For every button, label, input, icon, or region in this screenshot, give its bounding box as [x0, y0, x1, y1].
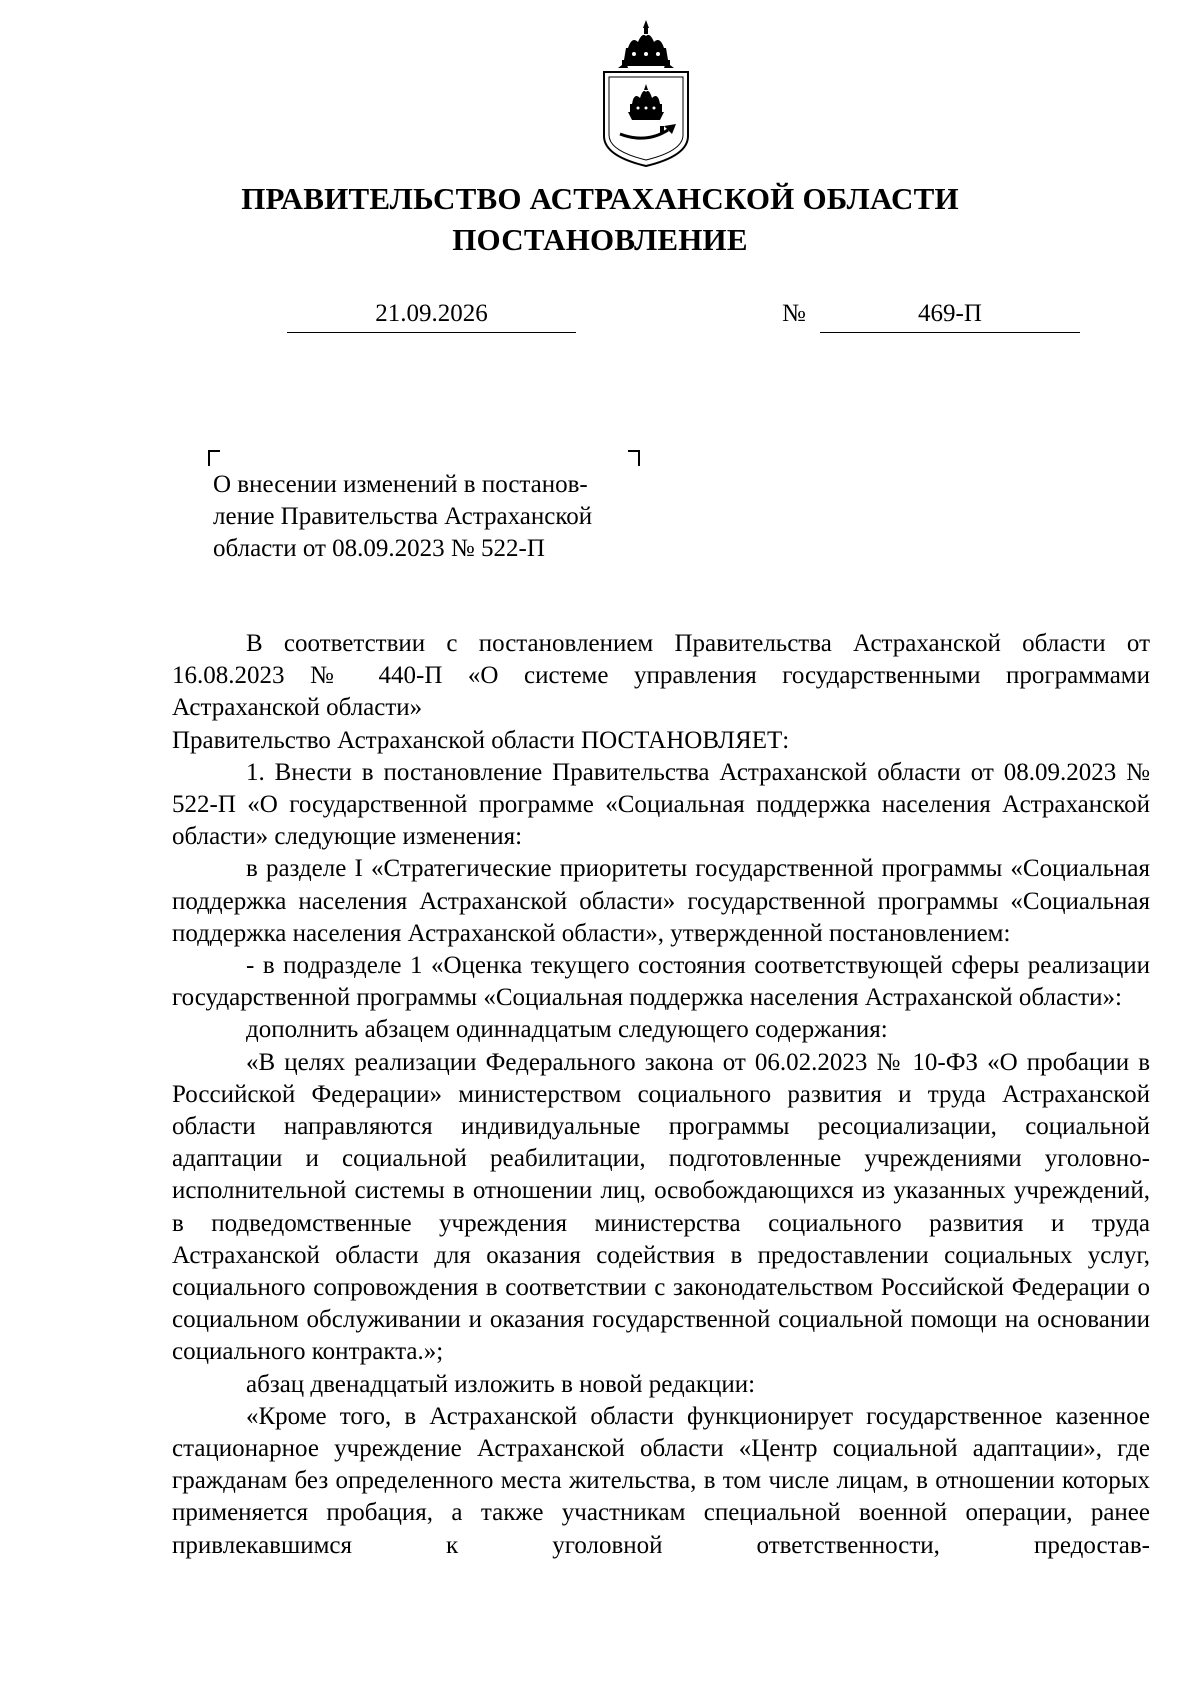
subject-bracket-left: [208, 450, 220, 466]
document-date: 21.09.2026: [287, 298, 576, 333]
crown-icon: [618, 20, 674, 68]
number-sign: №: [782, 300, 806, 327]
body-paragraph-add-11: дополнить абзацем одиннадцатым следующего содержания:: [246, 1016, 888, 1044]
document-body: [172, 628, 1150, 1562]
body-paragraph-replace-12: абзац двенадцатый изложить в новой редакции:: [246, 1370, 756, 1398]
subject-line: О внесении изменений в постанов-: [213, 471, 588, 498]
document-type-title: ПОСТАНОВЛЕНИЕ: [452, 222, 748, 257]
government-title: ПРАВИТЕЛЬСТВО АСТРАХАНСКОЙ ОБЛАСТИ: [241, 181, 959, 216]
body-paragraph-section-1: в разделе I «Стратегические приоритеты государственной программы «Социальная поддержка населения Астраханской области» государственной программы «Социальная поддержка населения Астраханской области», утвержденной постановлением:: [172, 855, 1150, 947]
document-number: 469-П: [820, 298, 1080, 333]
subject-line: области от 08.09.2023 № 522-П: [213, 535, 545, 562]
coat-of-arms-emblem: [598, 18, 694, 168]
subject-bracket-right: [628, 450, 640, 466]
body-paragraph-resolves: Правительство Астраханской области ПОСТАНОВЛЯЕТ:: [172, 726, 790, 754]
body-paragraph-quote-12: «Кроме того, в Астраханской области функционирует государственное казенное стационарное учреждение Астраханской области «Центр социальной адаптации», где гражданам без определенного места жительства, в том числе лицам, в отношении которых применяется пробация, а также участникам специальной военной операции, ранее привлекавшимся к уголовной ответственности, предостав-: [172, 1402, 1150, 1559]
body-paragraph-basis: В соответствии с постановлением Правительства Астраханской области от 16.08.2023 № 440-П «О системе управления государственными программами Астраханской области»: [172, 630, 1150, 722]
subject-line: ление Правительства Астраханской: [213, 503, 593, 530]
body-paragraph-quote-11: «В целях реализации Федерального закона от 06.02.2023 № 10-ФЗ «О пробации в Российской Федерации» министерством социального развития и труда Астраханской области направляются индивидуальные программы ресоциализации, социальной адаптации и социальной реабилитации, подготовленные учреждениями уголовно-исполнительной системы в отношении лиц, освобождающихся из указанных учреждений, в подведомственные учреждения министерства социального развития и труда Астраханской области для оказания содействия в предоставлении социальных услуг, социального сопровождения в соответствии с законодательством Российской Федерации о социальном обслуживании и оказания государственной социальной помощи на основании социального контракта.»;: [172, 1048, 1150, 1366]
body-paragraph-subsection-1: - в подразделе 1 «Оценка текущего состояния соответствующей сферы реализации государственной программы «Социальная поддержка населения Астраханской области»:: [172, 952, 1150, 1012]
body-paragraph-item-1: 1. Внести в постановление Правительства Астраханской области от 08.09.2023 № 522-П «О государственной программе «Социальная поддержка населения Астраханской области» следующие изменения:: [172, 758, 1150, 851]
document-subject: [213, 469, 653, 565]
